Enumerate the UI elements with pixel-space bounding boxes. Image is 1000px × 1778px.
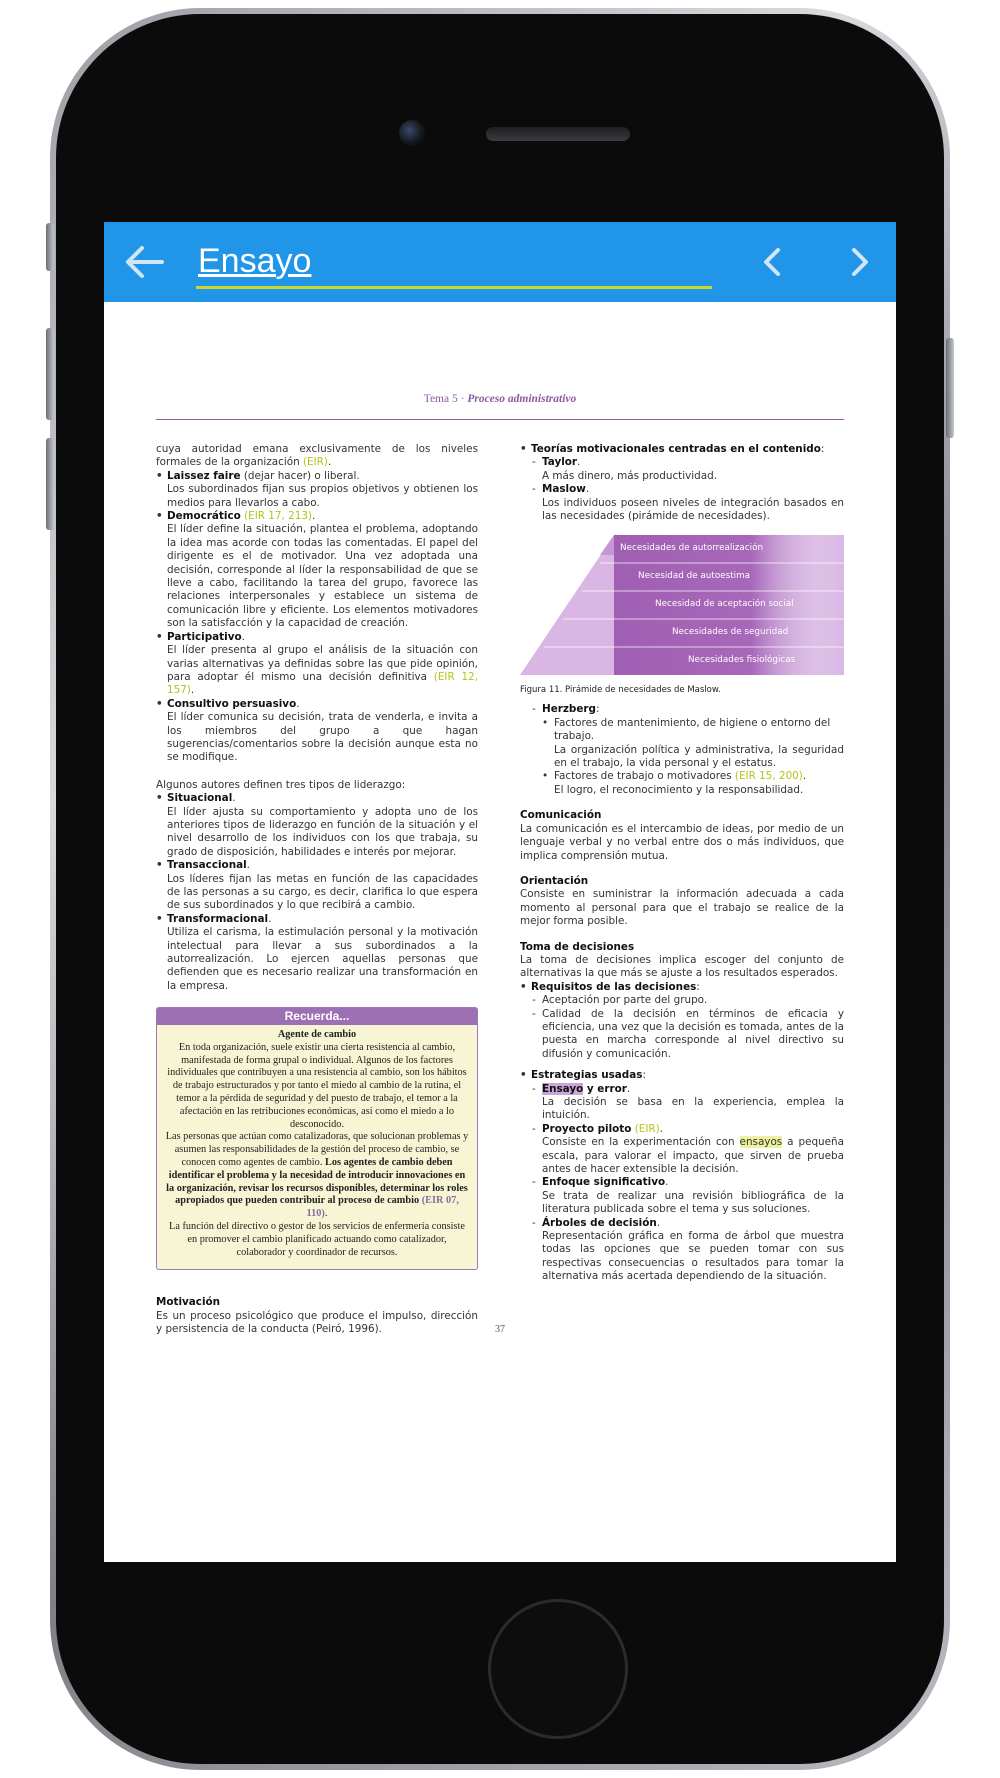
front-camera (399, 120, 425, 146)
list-item: • Laissez faire (dejar hacer) o liberal. (156, 470, 478, 483)
home-button (488, 1599, 628, 1739)
arrow-left-icon[interactable] (122, 240, 166, 284)
pyramid-level: Necesidad de autoestima (638, 571, 751, 582)
page-number: 37 (495, 1324, 505, 1335)
list-item: • Participativo. (156, 631, 478, 644)
paragraph: Representación gráfica en forma de árbol que muestra todas las opciones que se pueden tomar con sus respectivas consecuencias o resultados para tomar la alternativa más acertada dependiendo de la situación. (542, 1230, 844, 1283)
paragraph: La decisión se basa en la experiencia, emplea la intuición. (542, 1096, 844, 1122)
list-item: - Taylor. (520, 456, 844, 469)
list-item: • Consultivo persuasivo. (156, 698, 478, 711)
list-item: - Ensayo y error. (520, 1083, 844, 1096)
screen (104, 222, 896, 1562)
list-item: - Aceptación por parte del grupo. (520, 994, 844, 1007)
paragraph: Consiste en suministrar la información adecuada a cada momento al personal para que el trabajo se realice de la mejor forma posible. (520, 888, 844, 928)
list-item: - Proyecto piloto (EIR). (520, 1123, 844, 1136)
recuerda-heading: Recuerda... (157, 1008, 477, 1025)
list-item: • Transaccional. (156, 859, 478, 872)
list-item: • Factores de trabajo o motivadores (EIR 15, 200). (520, 770, 844, 783)
chevron-left-icon[interactable] (754, 244, 790, 280)
document-page[interactable] (104, 302, 896, 1562)
list-item: - Herzberg: (520, 703, 844, 716)
paragraph: El líder define la situación, plantea el problema, adoptando la idea mas acorde con todas las comentadas. El papel del dirigente es el de motivador. Una vez adoptada una decisión, corresponde al líder la responsabilidad de que se lleve a cabo, facilitando la tarea del grupo, favorece las relaciones interpersonales y establece un sistema de comunicación libre y eficiente. Los elementos motivadores son la satisfacción y la capacidad de creación. (167, 523, 478, 630)
search-underline (196, 286, 712, 289)
header-title: Proceso administrativo (467, 393, 577, 405)
paragraph: El líder ajusta su comportamiento y adopta uno de los anteriores tipos de liderazgo en función de la situación y el nivel desarrollo de los individuos con los que trabaja, su grado de disposición, habilidades e interés por mejorar. (167, 805, 478, 858)
pyramid-level: Necesidades de autorrealización (620, 543, 764, 554)
header-prefix: Tema 5 · (423, 393, 468, 405)
list-item: • Democrático (EIR 17, 213). (156, 510, 478, 523)
paragraph: El líder presenta al grupo el análisis de la situación con varias alternativas ya definidas sobre las que pide opinión, para adoptar él mismo una decisión definitiva (EIR 12, 157). (167, 644, 478, 697)
paragraph: Consiste en la experimentación con ensayos a pequeña escala, para valorar el impacto, que sirven de prueba antes de hacer extensible la decisión. (542, 1136, 844, 1176)
page-header (156, 393, 844, 405)
paragraph: A más dinero, más productividad. (542, 469, 718, 482)
right-column (520, 443, 844, 1284)
search-match-highlight[interactable]: Ensayo (542, 1082, 584, 1095)
section-title: Motivación (156, 1296, 221, 1309)
pyramid-level: Necesidades de seguridad (672, 627, 789, 638)
list-item: • Requisitos de las decisiones: (520, 981, 844, 994)
earpiece-speaker (486, 127, 630, 141)
paragraph: La organización política y administrativa, la seguridad en el trabajo, la vida personal y el estatus. (554, 743, 844, 770)
pyramid-level: Necesidades fisiológicas (688, 655, 796, 666)
paragraph: Las personas que actúan como catalizadoras, que solucionan problemas y asumen las responsabilidades de la gestión del proceso de cambio, se conocen como agentes de cambio. Los agentes de cambio deben identificar el problema y la necesidad de introducir innovaciones en la organización, revisar los recursos disponibles, determinar los roles apropiados que pueden contribuir al proceso de cambio (EIR 07, 110). (165, 1131, 469, 1220)
maslow-pyramid (520, 535, 844, 695)
recuerda-title: Agente de cambio (277, 1029, 357, 1041)
list-item: - Maslow. (520, 483, 844, 496)
search-toolbar (104, 222, 896, 302)
list-item: • Situacional. (156, 792, 478, 805)
paragraph: Algunos autores definen tres tipos de liderazgo: (156, 778, 406, 791)
paragraph: En toda organización, suele existir una cierta resistencia al cambio, manifestada de forma grupal o individual. Algunos de los factores individuales que contribuyen a una resistencia al cambio, son los hábitos de trabajo estructurados y por tanto el miedo al cambio de la rutina, el temor a la pérdida de seguridad y del puesto de trabajo, el temor a la afectación en las retribuciones económicas, así como el miedo a lo desconocido. (167, 1041, 467, 1130)
list-item: • Teorías motivacionales centradas en el contenido: (520, 443, 844, 456)
section-title: Orientación (520, 874, 589, 887)
list-item: • Factores de mantenimiento, de higiene o entorno del trabajo. (520, 717, 844, 744)
paragraph: Se trata de realizar una revisión bibliográfica de la literatura publicada sobre el tema y sus soluciones. (542, 1189, 844, 1216)
pyramid-level: Necesidad de aceptación social (655, 599, 794, 610)
list-item: - Calidad de la decisión en términos de eficacia y eficiencia, una vez que la decisión es tomada, antes de la puesta en marcha corresponde al nivel directivo su difusión y comunicación. (520, 1008, 844, 1062)
section-title: Toma de decisiones (520, 940, 635, 953)
paragraph: Los líderes fijan las metas en función de las capacidades de las personas a su cargo, es decir, clarifica lo que espera de sus subordinados y lo que recibirá a cambio. (167, 872, 478, 912)
paragraph: Utiliza el carisma, la estimulación personal y la motivación intelectual para llevar a sus subordinados a la autorrealización. Lo ejercen aquellas personas que defienden que es necesario realizar una transformación en la empresa. (167, 926, 478, 992)
paragraph: La toma de decisiones implica escoger del conjunto de alternativas la que más se ajuste a los resultados esperados. (520, 953, 844, 980)
paragraph: La función del directivo o gestor de los servicios de enfermería consiste en promover el cambio planificado actuando como catalizador, colaborador y coordinador de recursos. (169, 1221, 465, 1258)
power-button (946, 338, 954, 438)
search-input[interactable] (196, 232, 714, 290)
search-match-highlight[interactable]: ensayos (739, 1136, 783, 1149)
chevron-right-icon[interactable] (842, 244, 878, 280)
paragraph: Es un proceso psicológico que produce el impulso, dirección y persistencia de la conducta (Peiró, 1996). (156, 1309, 478, 1336)
section-title: Comunicación (520, 809, 602, 822)
paragraph: Los subordinados fijan sus propios objetivos y obtienen los medios para llevarlos a cabo. (167, 483, 478, 509)
list-item: - Enfoque significativo. (520, 1176, 844, 1189)
mute-switch (46, 223, 54, 271)
volume-up-button (46, 328, 54, 420)
paragraph: La comunicación es el intercambio de ideas, por medio de un lenguaje verbal y no verbal entre dos o más individuos, que implica comprensión mutua. (520, 822, 844, 862)
list-item: • Estrategias usadas: (520, 1069, 844, 1082)
left-column (156, 443, 478, 1337)
paragraph: Los individuos poseen niveles de integración basados en las necesidades (pirámide de necesidades). (542, 496, 844, 523)
paragraph: El logro, el reconocimiento y la responsabilidad. (554, 783, 804, 796)
volume-down-button (46, 438, 54, 530)
figure-caption: Figura 11. Pirámide de necesidades de Maslow. (520, 684, 721, 695)
paragraph: El líder comunica su decisión, trata de venderla, e invita a los miembros del grupo a que hagan sugerencias/comentarios sobre la decisión aunque esta no se modifique. (167, 711, 478, 764)
list-item: - Árboles de decisión. (520, 1217, 844, 1230)
list-item: • Transformacional. (156, 913, 478, 926)
header-rule (156, 419, 844, 420)
recuerda-box (156, 1007, 478, 1270)
paragraph: cuya autoridad emana exclusivamente de los niveles formales de la organización (EIR). (156, 443, 478, 469)
